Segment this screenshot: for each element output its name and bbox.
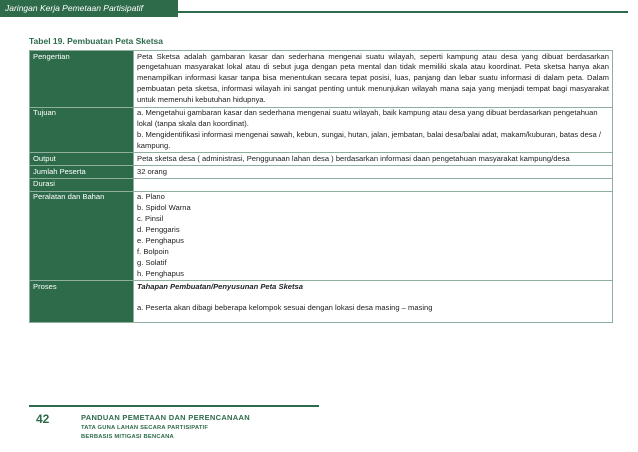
list-item: h. Penghapus — [137, 268, 184, 278]
row-label-output: Output — [30, 153, 134, 166]
activity-table — [29, 50, 613, 323]
row-value-tujuan — [134, 107, 613, 153]
page-number: 42 — [36, 412, 50, 426]
row-label-jumlah-peserta: Jumlah Peserta — [30, 166, 134, 179]
proses-heading: Tahapan Pembuatan/Penyusunan Peta Sketsa — [137, 281, 303, 291]
row-label-peralatan: Peralatan dan Bahan — [30, 191, 134, 280]
list-item: a. Plano — [137, 192, 165, 202]
list-item: d. Penggaris — [137, 225, 180, 235]
row-label-pengertian: Pengertian — [30, 51, 134, 108]
footer-title: PANDUAN PEMETAAN DAN PERENCANAAN — [81, 413, 250, 422]
row-value-pengertian: Peta Sketsa adalah gambaran kasar dan sederhana mengenai suatu wilayah, seperti kampung atau desa yang dibuat berdasarkan pengetahuan masyarakat lokal atau di sebut juga dengan peta mental dan tidak memiliki skala atau koordinat. Peta sketsa hanya akan menampilkan informasi kasar tanpa bisa menentukan secara tepat posisi, luas, panjang dan lebar suatu informasi di dalam peta. Dalam pembuatan peta sketsa, informasi wilayah ini sangat penting untuk menunjukan wilayah mana saja yang menjadi tempat bagi masyarakat untuk memenuhi kebutuhan hidupnya. — [134, 51, 613, 108]
table-row — [30, 178, 613, 191]
table-row — [30, 281, 613, 323]
list-item: b. Spidol Warna — [137, 203, 191, 213]
list-item: e. Penghapus — [137, 236, 184, 245]
row-value-proses — [134, 281, 613, 323]
proses-step: a. Peserta akan dibagi beberapa kelompok sesuai dengan lokasi desa masing – masing — [137, 302, 433, 312]
running-header: Jaringan Kerja Pemetaan Partisipatif — [0, 0, 178, 17]
list-item: f. Bolpoin — [137, 246, 169, 256]
list-item: g. Solatif — [137, 257, 167, 267]
row-label-proses: Proses — [30, 281, 134, 323]
row-value-durasi — [134, 178, 613, 191]
header-rule — [178, 11, 628, 13]
table-row — [30, 51, 613, 108]
table-title: Tabel 19. Pembuatan Peta Sketsa — [29, 36, 164, 46]
footer-rule — [29, 405, 319, 407]
list-item: b. Mengidentifikasi informasi mengenai sawah, kebun, sungai, hutan, jalan, jembatan, balai desa/balai adat, makam/kuburan, batas desa / kampung. — [137, 129, 601, 150]
footer-subtitle-2: BERBASIS MITIGASI BENCANA — [81, 434, 174, 440]
table-row — [30, 153, 613, 166]
table-row — [30, 191, 613, 280]
table-row — [30, 166, 613, 179]
footer-subtitle-1: TATA GUNA LAHAN SECARA PARTISIPATIF — [81, 425, 209, 431]
row-label-durasi: Durasi — [30, 178, 134, 191]
list-item: c. Pinsil — [137, 214, 164, 224]
row-value-output: Peta sketsa desa ( administrasi, Penggunaan lahan desa ) berdasarkan informasi daan pengetahuan masyarakat kampung/desa — [134, 153, 613, 166]
list-item: a. Mengetahui gambaran kasar dan sederhana mengenai suatu wilayah, baik kampung atau desa yang dibuat berdasarkan pengetahuan lokal (tanpa skala dan koordinat). — [137, 108, 598, 128]
row-value-jumlah-peserta: 32 orang — [134, 166, 613, 179]
table-row — [30, 107, 613, 153]
row-value-peralatan — [134, 191, 613, 280]
row-label-tujuan: Tujuan — [30, 107, 134, 153]
